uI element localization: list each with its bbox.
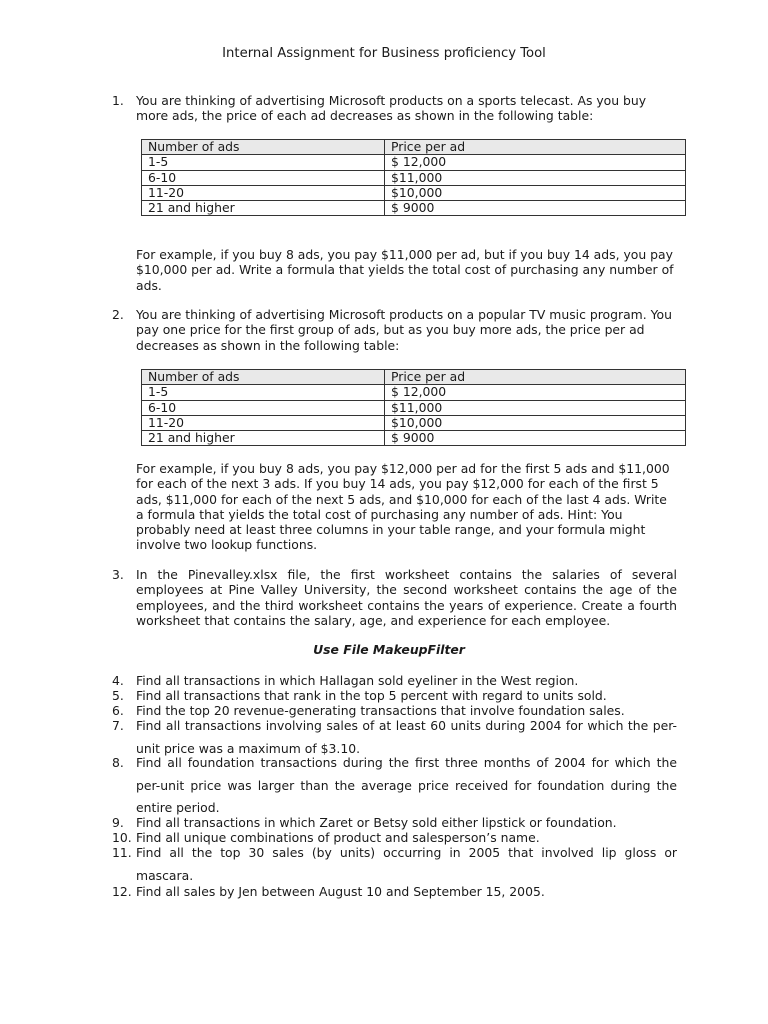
question-number: 10. bbox=[112, 830, 132, 845]
table-cell: $ 12,000 bbox=[385, 385, 686, 400]
table-row bbox=[142, 400, 686, 415]
table-cell: $10,000 bbox=[385, 185, 686, 200]
table-cell: 21 and higher bbox=[142, 431, 385, 446]
table-header: Price per ad bbox=[385, 370, 686, 385]
table-cell: $ 9000 bbox=[385, 201, 686, 216]
question-number: 2. bbox=[112, 307, 124, 322]
section-heading: Use File MakeupFilter bbox=[313, 642, 465, 657]
table-cell: $11,000 bbox=[385, 400, 686, 415]
table-cell: 11-20 bbox=[142, 185, 385, 200]
table-cell: 6-10 bbox=[142, 170, 385, 185]
example-paragraph-1: For example, if you buy 8 ads, you pay $11,000 per ad, but if you buy 14 ads, you pay $10,000 per ad. Write a formula that yields the total cost of purchasing any number of ads. bbox=[136, 247, 674, 293]
question-text: Find all transactions in which Zaret or Betsy sold either lipstick or foundation. bbox=[136, 815, 617, 830]
document-title: Internal Assignment for Business proficiency Tool bbox=[222, 46, 546, 61]
question-text: Find all foundation transactions during the first three months of 2004 for which the per-unit price was larger than the average price received for foundation during the entire period. bbox=[136, 755, 677, 815]
question-text: Find all unique combinations of product and salesperson’s name. bbox=[136, 830, 540, 845]
question-text: Find all transactions involving sales of at least 60 units during 2004 for which the per-unit price was a maximum of $3.10. bbox=[136, 718, 677, 756]
table-cell: 6-10 bbox=[142, 400, 385, 415]
table-cell: $ 9000 bbox=[385, 431, 686, 446]
question-number: 9. bbox=[112, 815, 124, 830]
table-row bbox=[142, 415, 686, 430]
table-header-row bbox=[142, 370, 686, 385]
table-cell: 21 and higher bbox=[142, 201, 385, 216]
question-number: 11. bbox=[112, 845, 132, 860]
table-cell: $10,000 bbox=[385, 415, 686, 430]
question-text: Find all transactions in which Hallagan sold eyeliner in the West region. bbox=[136, 673, 579, 688]
question-number: 7. bbox=[112, 718, 124, 733]
question-text: Find all the top 30 sales (by units) occurring in 2005 that involved lip gloss or mascara. bbox=[136, 845, 677, 883]
table-row bbox=[142, 170, 686, 185]
table-header: Number of ads bbox=[142, 140, 385, 155]
question-number: 3. bbox=[112, 567, 124, 582]
example-paragraph-2: For example, if you buy 8 ads, you pay $12,000 per ad for the first 5 ads and $11,000 for each of the next 3 ads. If you buy 14 ads, you pay $12,000 for each of the first 5 ads, $11,000 for each of the next 5 ads, and $10,000 for each of the last 4 ads. Write a formula that yields the total cost of purchasing any number of ads. Hint: You probably need at least three columns in your table range, and your formula might involve two lookup functions. bbox=[136, 461, 670, 553]
table-cell: $11,000 bbox=[385, 170, 686, 185]
price-table-1 bbox=[141, 139, 686, 216]
question-number: 6. bbox=[112, 703, 124, 718]
question-number: 12. bbox=[112, 884, 132, 899]
question-text: Find the top 20 revenue-generating transactions that involve foundation sales. bbox=[136, 703, 625, 718]
table-cell: $ 12,000 bbox=[385, 155, 686, 170]
table-header: Number of ads bbox=[142, 370, 385, 385]
question-text: In the Pinevalley.xlsx file, the first worksheet contains the salaries of several employees at Pine Valley University, the second worksheet contains the age of the employees, and the third worksheet contains the years of experience. Create a fourth worksheet that contains the salary, age, and experience for each employee. bbox=[136, 567, 677, 628]
price-table-2 bbox=[141, 369, 686, 446]
table-row bbox=[142, 385, 686, 400]
table-cell: 11-20 bbox=[142, 415, 385, 430]
table-row bbox=[142, 185, 686, 200]
question-number: 5. bbox=[112, 688, 124, 703]
question-text: Find all sales by Jen between August 10 and September 15, 2005. bbox=[136, 884, 545, 899]
question-number: 8. bbox=[112, 755, 124, 770]
question-text: Find all transactions that rank in the top 5 percent with regard to units sold. bbox=[136, 688, 607, 703]
table-cell: 1-5 bbox=[142, 155, 385, 170]
table-cell: 1-5 bbox=[142, 385, 385, 400]
table-row bbox=[142, 155, 686, 170]
question-number: 1. bbox=[112, 93, 124, 108]
table-row bbox=[142, 431, 686, 446]
question-text: You are thinking of advertising Microsoft products on a sports telecast. As you buy more ads, the price of each ad decreases as shown in the following table: bbox=[136, 93, 647, 124]
question-text: You are thinking of advertising Microsoft products on a popular TV music program. You pay one price for the first group of ads, but as you buy more ads, the price per ad decreases as shown in the following table: bbox=[136, 307, 672, 353]
table-header-row bbox=[142, 140, 686, 155]
table-header: Price per ad bbox=[385, 140, 686, 155]
table-row bbox=[142, 201, 686, 216]
question-number: 4. bbox=[112, 673, 124, 688]
